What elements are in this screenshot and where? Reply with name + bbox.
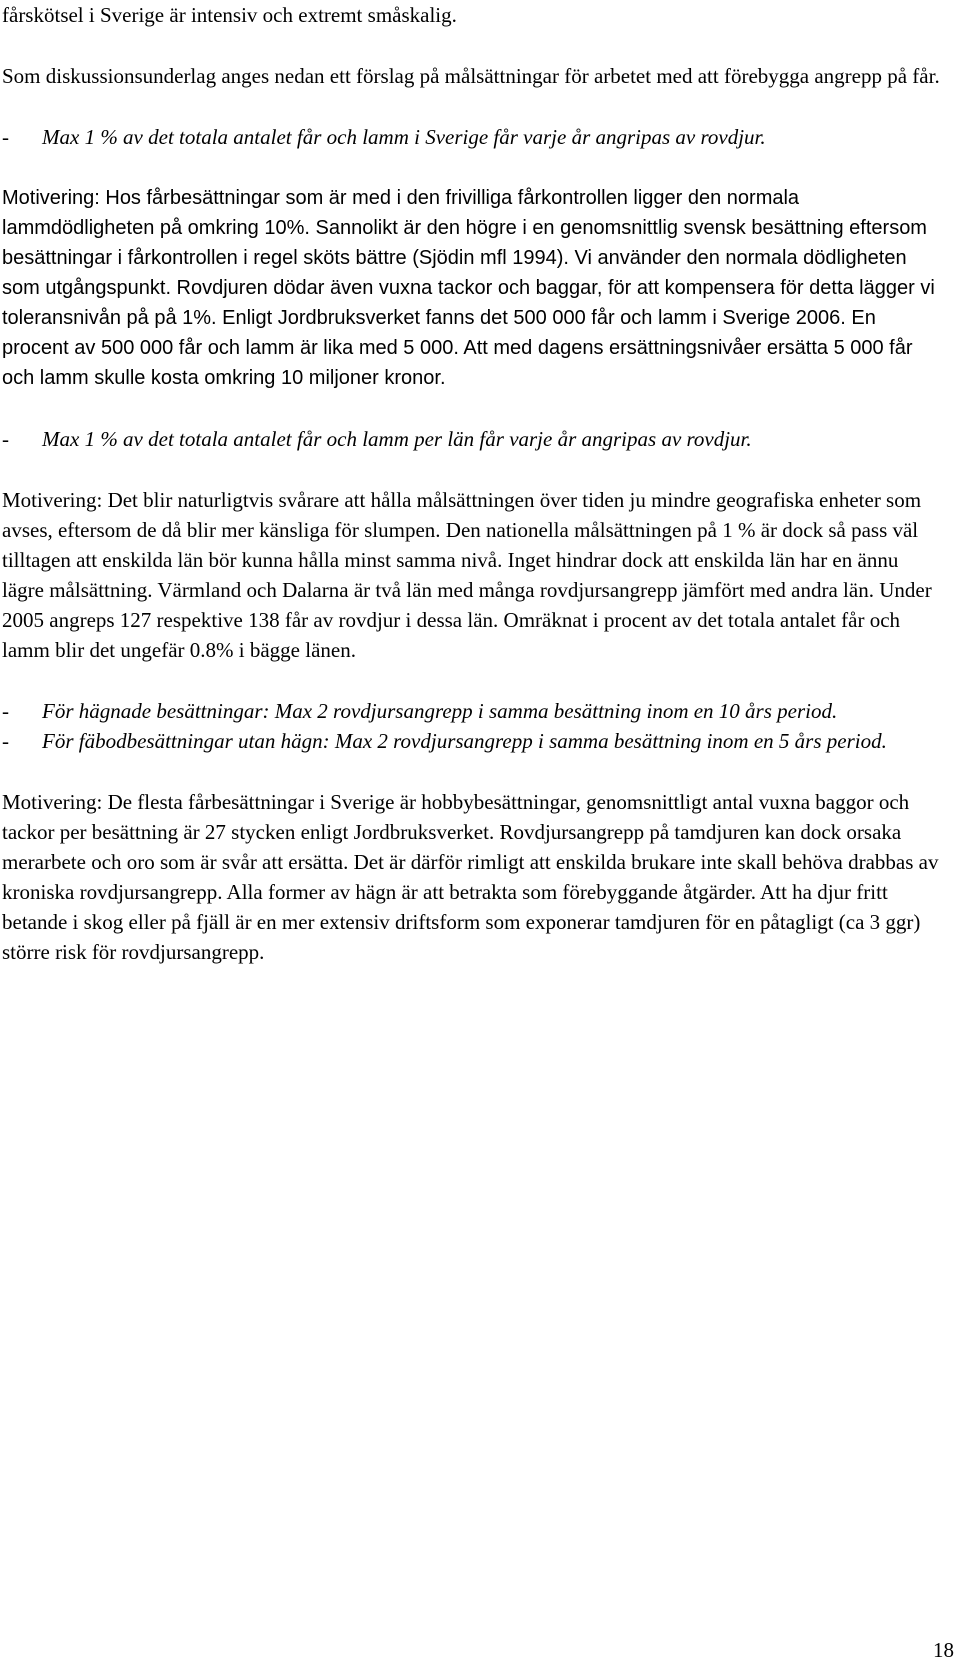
motivation-herds: Motivering: De flesta fårbesättningar i Sverige är hobbybesättningar, genomsnittligt antal vuxna baggor och tackor per besättning är 27 stycken enligt Jordbruksverket. Rovdjursangrepp på tamdjuren kan dock orsaka merarbete och oro som är svår att ersätta. Det är därför rimligt att enskilda brukare inte skall behöva drabbas av kroniska rovdjursangrepp. Alla former av hägn är att betrakta som förebyggande åtgärder. Att ha djur fritt betande i skog eller på fjäll är en mer extensiv driftsform som exponerar tamdjuren för en påtagligt (ca 3 ggr) större risk för rovdjursangrepp. [2, 790, 939, 964]
page-number: 18 [933, 1638, 954, 1662]
bullet-dash: - [2, 699, 9, 723]
intro-fragment: fårskötsel i Sverige är intensiv och extremt småskalig. [2, 3, 457, 27]
goal-summer-farm-herds [2, 726, 942, 756]
bullet-dash: - [2, 125, 9, 149]
goal-fenced-herds-text: För hägnade besättningar: Max 2 rovdjursangrepp i samma besättning inom en 10 års period. [42, 699, 838, 723]
goal-county [2, 424, 942, 454]
bullet-dash: - [2, 427, 9, 451]
goal-national [2, 122, 942, 152]
goal-county-text: Max 1 % av det totala antalet får och lamm per län får varje år angripas av rovdjur. [42, 427, 752, 451]
lead-paragraph: Som diskussionsunderlag anges nedan ett förslag på målsättningar för arbetet med att förebygga angrepp på får. [2, 64, 940, 88]
goal-summer-farm-herds-text: För fäbodbesättningar utan hägn: Max 2 rovdjursangrepp i samma besättning inom en 5 års period. [42, 729, 887, 753]
motivation-county: Motivering: Det blir naturligtvis svårare att hålla målsättningen över tiden ju mindre geografiska enheter som avses, eftersom de då blir mer känsliga för slumpen. Den nationella målsättningen på 1 % är dock så pass väl tilltagen att enskilda län bör kunna hålla minst samma nivå. Inget hindrar dock att enskilda län har en ännu lägre målsättning. Värmland och Dalarna är två län med många rovdjursangrepp jämfört med andra län. Under 2005 angreps 127 respektive 138 får av rovdjur i dessa län. Omräknat i procent av det totala antalet får och lamm blir det ungefär 0.8% i bägge länen. [2, 488, 932, 662]
document-page [2, 0, 942, 967]
bullet-dash: - [2, 729, 9, 753]
goal-fenced-herds [2, 696, 942, 726]
goal-national-text: Max 1 % av det totala antalet får och lamm i Sverige får varje år angripas av rovdjur. [42, 125, 766, 149]
motivation-national: Motivering: Hos fårbesättningar som är med i den frivilliga fårkontrollen ligger den normala lammdödligheten på omkring 10%. Sannolikt är den högre i en genomsnittlig svensk besättning eftersom besättningar i fårkontrollen i regel sköts bättre (Sjödin mfl 1994). Vi använder den normala dödligheten som utgångspunkt. Rovdjuren dödar även vuxna tackor och baggar, för att kompensera för detta lägger vi toleransnivån på på 1%. Enligt Jordbruksverket fanns det 500 000 får och lamm i Sverige 2006. En procent av 500 000 får och lamm är lika med 5 000. Att med dagens ersättningsnivåer ersätta 5 000 får och lamm skulle kosta omkring 10 miljoner kronor. [2, 187, 935, 389]
